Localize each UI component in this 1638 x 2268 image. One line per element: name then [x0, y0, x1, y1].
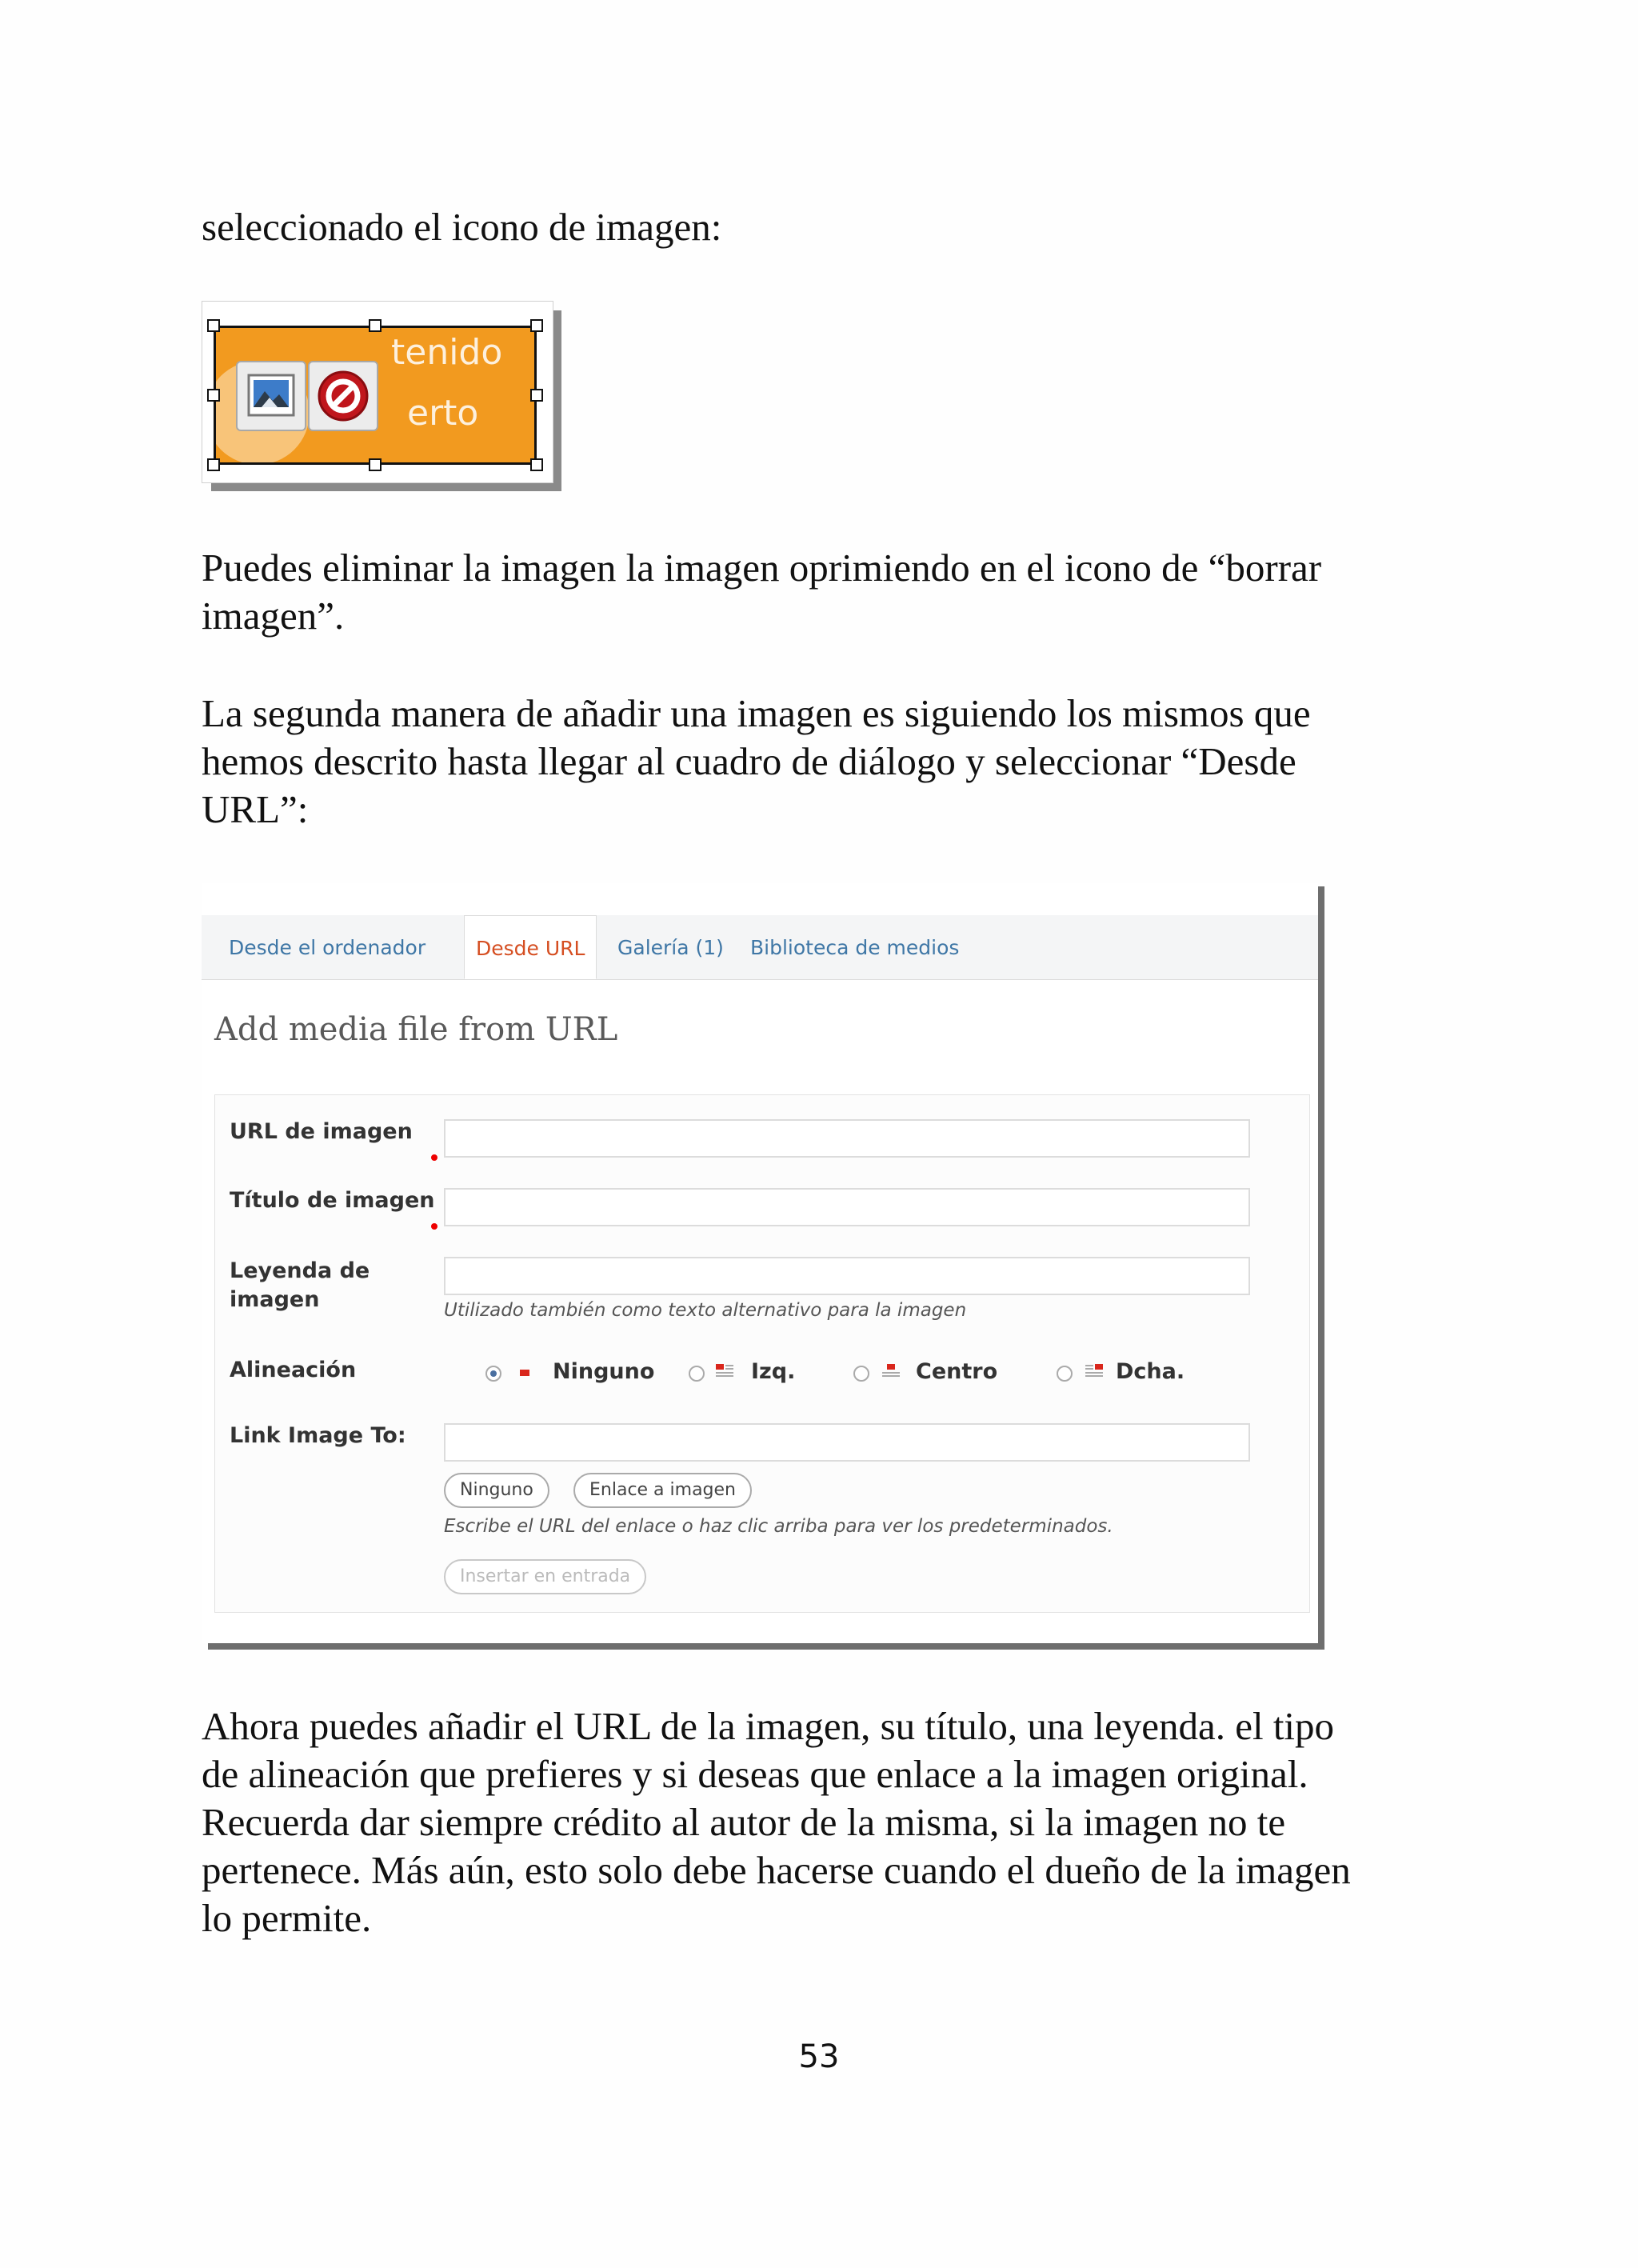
paragraph-delete	[202, 544, 1449, 640]
url-form	[214, 1094, 1310, 1613]
url-label: URL de imagen	[230, 1119, 413, 1144]
banner-word-top: tenido	[391, 332, 503, 373]
selection-handle-icon[interactable]	[207, 319, 220, 332]
align-none-label: Ninguno	[553, 1359, 655, 1384]
align-none-radio[interactable]	[485, 1366, 501, 1382]
text-line: Recuerda dar siempre crédito al autor de la misma, si la imagen no te	[202, 1800, 1286, 1844]
tab-desde-url[interactable]: Desde URL	[464, 915, 597, 979]
tab-galeria[interactable]: Galería (1)	[617, 936, 724, 959]
text-line: de alineación que prefieres y si deseas que enlace a la imagen original.	[202, 1752, 1308, 1796]
text-line: Ahora puedes añadir el URL de la imagen, su título, una leyenda. el tipo	[202, 1704, 1335, 1748]
caption-label: imagen	[230, 1287, 320, 1312]
selection-handle-icon[interactable]	[530, 458, 543, 471]
link-label: Link Image To:	[230, 1423, 406, 1448]
tab-bar	[202, 915, 1318, 980]
figure-frame	[202, 301, 553, 483]
paragraph-second-method	[202, 690, 1449, 834]
banner-word-bottom: erto	[407, 393, 479, 434]
text-line: pertenece. Más aún, esto solo debe hacerse cuando el dueño de la imagen	[202, 1848, 1351, 1892]
dialog-shadow	[208, 1643, 1324, 1650]
selected-image-figure	[202, 301, 563, 493]
align-left-icon	[716, 1364, 733, 1378]
text-line: imagen”.	[202, 594, 345, 638]
caption-input[interactable]	[444, 1257, 1250, 1295]
selection-border	[214, 326, 537, 465]
caption-label: Leyenda de	[230, 1258, 370, 1283]
caption-help-text: Utilizado también como texto alternativo para la imagen	[444, 1300, 967, 1321]
align-right-label: Dcha.	[1116, 1359, 1185, 1384]
insert-into-post-button[interactable]: Insertar en entrada	[444, 1559, 646, 1594]
align-right-icon	[1085, 1364, 1103, 1378]
text-line: La segunda manera de añadir una imagen es siguiendo los mismos que	[202, 691, 1311, 735]
selection-handle-icon[interactable]	[369, 319, 382, 332]
title-label: Título de imagen	[230, 1188, 435, 1213]
text-line: hemos descrito hasta llegar al cuadro de diálogo y seleccionar “Desde	[202, 739, 1296, 783]
selection-handle-icon[interactable]	[369, 458, 382, 471]
text-line: Puedes eliminar la imagen la imagen oprimiendo en el icono de “borrar	[202, 546, 1322, 590]
text-line: URL”:	[202, 787, 309, 831]
tab-biblioteca-de-medios[interactable]: Biblioteca de medios	[750, 936, 960, 959]
link-help-text: Escribe el URL del enlace o haz clic arriba para ver los predeterminados.	[444, 1516, 1113, 1537]
title-input[interactable]	[444, 1188, 1250, 1226]
text-line: lo permite.	[202, 1896, 372, 1940]
dialog-shadow	[1318, 886, 1324, 1650]
selection-handle-icon[interactable]	[207, 389, 220, 402]
dialog-title: Add media file from URL	[214, 1011, 618, 1048]
selection-handle-icon[interactable]	[207, 458, 220, 471]
align-center-icon	[882, 1364, 900, 1378]
link-to-image-button[interactable]: Enlace a imagen	[573, 1473, 752, 1508]
align-center-label: Centro	[916, 1359, 998, 1384]
media-dialog-figure	[202, 883, 1326, 1651]
required-marker	[431, 1154, 437, 1161]
align-left-label: Izq.	[751, 1359, 796, 1384]
align-center-radio[interactable]	[853, 1366, 869, 1382]
align-right-radio[interactable]	[1057, 1366, 1073, 1382]
alignment-label: Alineación	[230, 1358, 357, 1382]
media-dialog	[202, 883, 1318, 1643]
required-marker	[431, 1223, 437, 1230]
link-none-button[interactable]: Ninguno	[444, 1473, 549, 1508]
paragraph-after	[202, 1702, 1449, 1942]
tab-desde-el-ordenador[interactable]: Desde el ordenador	[229, 936, 426, 959]
url-input[interactable]	[444, 1119, 1250, 1158]
align-none-icon	[516, 1366, 533, 1380]
selection-handle-icon[interactable]	[530, 319, 543, 332]
intro-text: seleccionado el icono de imagen:	[202, 205, 722, 249]
align-left-radio[interactable]	[689, 1366, 705, 1382]
page-number: 53	[798, 2038, 840, 2075]
selection-handle-icon[interactable]	[530, 389, 543, 402]
link-input[interactable]	[444, 1423, 1250, 1462]
